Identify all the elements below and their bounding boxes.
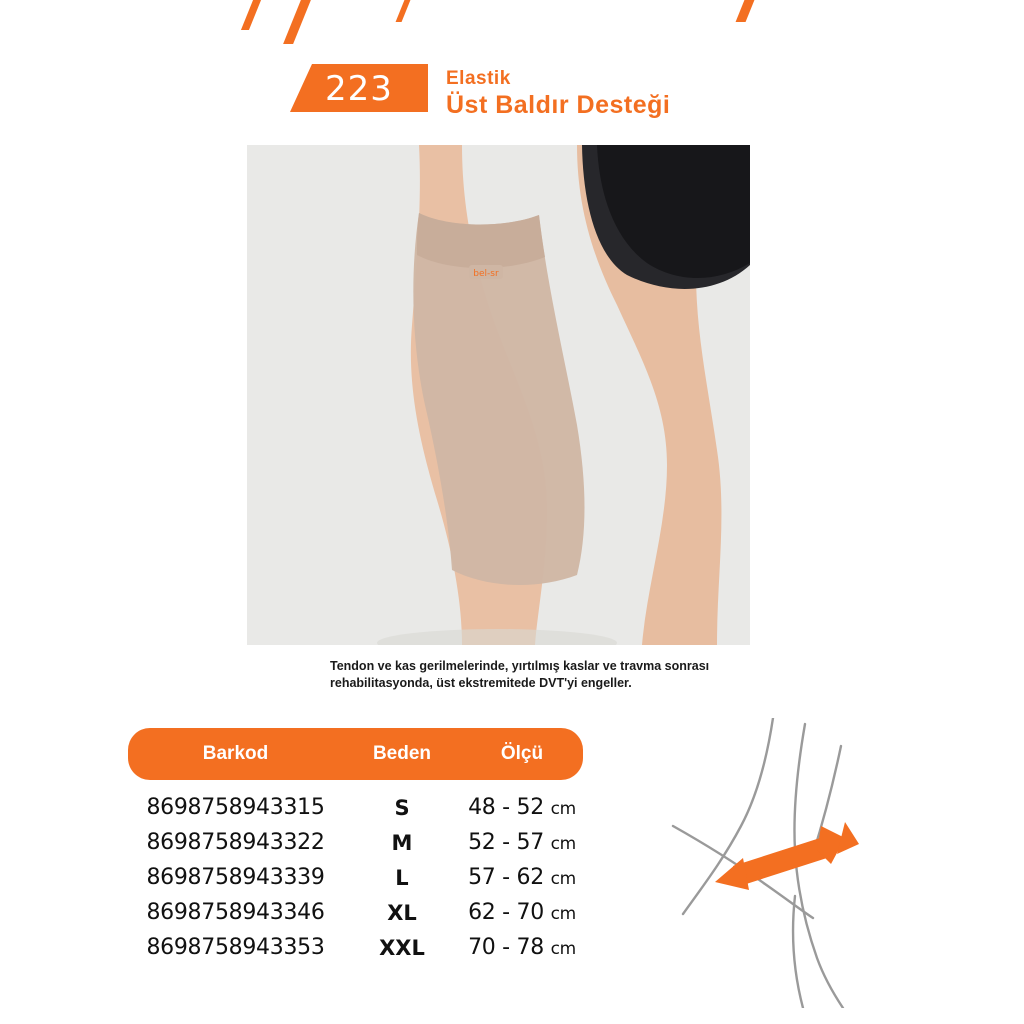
cell-size: L [395, 865, 409, 890]
cell-barcode: 8698758943315 [146, 795, 325, 820]
size-table-header [128, 728, 583, 780]
column-header-measure: Ölçü [500, 743, 544, 764]
cell-barcode: 8698758943339 [146, 865, 325, 890]
measure-unit: cm [550, 869, 576, 889]
cell-measure [461, 900, 583, 925]
measure-value: 57 - 62 [468, 865, 544, 890]
svg-text:bel-sr: bel-sr [473, 269, 499, 279]
page-title [446, 68, 670, 119]
table-row [128, 790, 583, 825]
product-description [330, 658, 750, 692]
cell-barcode: 8698758943353 [146, 935, 325, 960]
description-line-1: Tendon ve kas gerilmelerinde, yırtılmış kaslar ve travma sonrası [330, 659, 710, 673]
cell-size: XXL [379, 935, 425, 960]
table-row [128, 895, 583, 930]
product-number: 223 [325, 69, 393, 109]
measure-value: 48 - 52 [468, 795, 544, 820]
table-row [128, 825, 583, 860]
decor-slash-icon [283, 0, 311, 44]
table-row [128, 930, 583, 965]
brand-logo-tag [469, 265, 503, 279]
decor-slash-icon [736, 0, 755, 22]
cell-size: S [394, 795, 410, 820]
description-line-2: rehabilitasyonda, üst ekstremitede DVT'yi engeller. [330, 676, 632, 690]
page-header [290, 64, 810, 126]
measure-unit: cm [550, 799, 576, 819]
column-header-barcode: Barkod [202, 743, 269, 764]
product-photo [247, 145, 750, 645]
measure-unit: cm [550, 834, 576, 854]
top-decoration [0, 0, 1024, 60]
column-header-size: Beden [372, 743, 432, 764]
decor-slash-icon [396, 0, 411, 22]
decor-slash-icon [241, 0, 261, 30]
cell-measure [461, 865, 583, 890]
cell-size: M [391, 830, 413, 855]
size-table [128, 728, 583, 965]
cell-size: XL [387, 900, 417, 925]
placement-diagram [645, 718, 915, 1008]
measure-value: 52 - 57 [468, 830, 544, 855]
table-row [128, 860, 583, 895]
measure-unit: cm [550, 939, 576, 959]
measure-unit: cm [550, 904, 576, 924]
product-photo-illustration [247, 145, 750, 645]
cell-measure [461, 830, 583, 855]
placement-diagram-illustration [645, 718, 915, 1008]
cell-measure [461, 795, 583, 820]
cell-barcode: 8698758943346 [146, 900, 325, 925]
measure-value: 62 - 70 [468, 900, 544, 925]
cell-barcode: 8698758943322 [146, 830, 325, 855]
title-line-1: Elastik [446, 68, 511, 89]
title-line-2: Üst Baldır Desteği [446, 91, 671, 119]
size-table-body [128, 790, 583, 965]
measure-value: 70 - 78 [468, 935, 544, 960]
cell-measure [461, 935, 583, 960]
